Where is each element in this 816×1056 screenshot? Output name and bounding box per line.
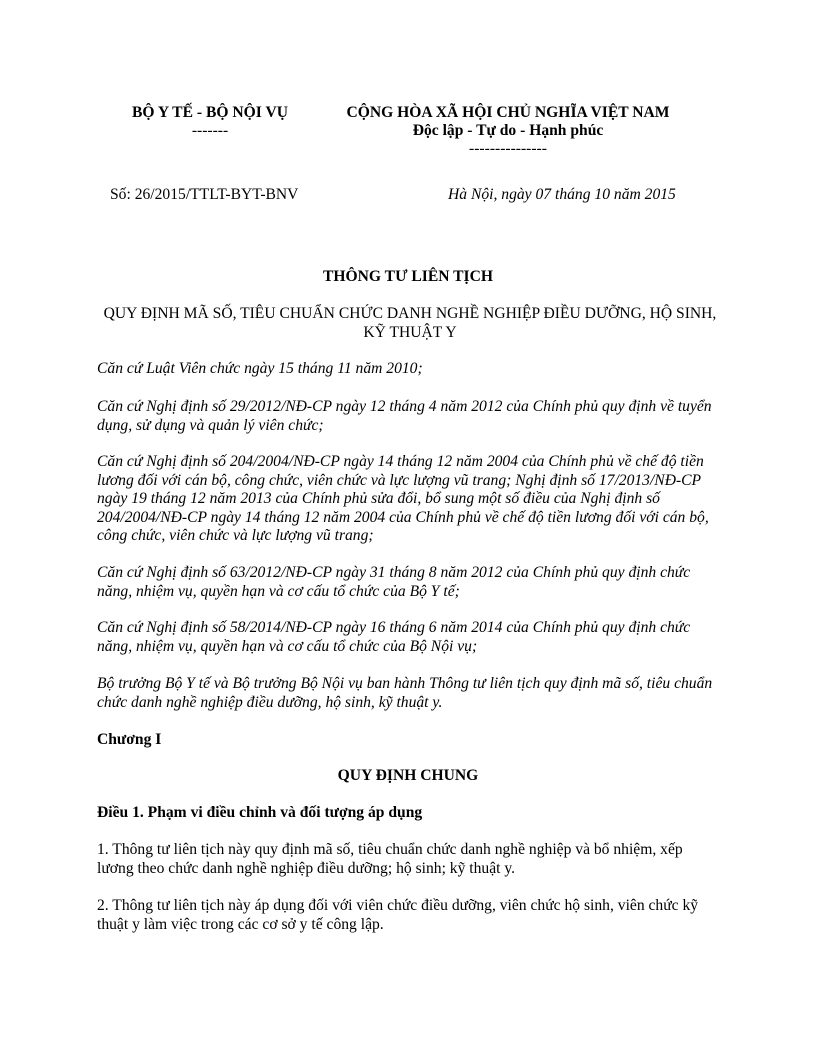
document-type-title: THÔNG TƯ LIÊN TỊCH	[323, 268, 493, 285]
legal-basis-paragraph: Căn cứ Luật Viên chức ngày 15 tháng 11 năm 2010;	[97, 360, 423, 377]
document-subject: QUY ĐỊNH MÃ SỐ, TIÊU CHUẨN CHỨC DANH NGHỀ NGHIỆP ĐIỀU DƯỠNG, HỘ SINH, KỸ THUẬT Y	[103, 305, 717, 341]
chapter-label: Chương I	[97, 731, 162, 748]
article-clause: 2. Thông tư liên tịch này áp dụng đối với viên chức điều dưỡng, viên chức hộ sinh, viên chức kỹ thuật y làm việc trong các cơ sở y tế công lập.	[97, 897, 699, 933]
issuing-organization: BỘ Y TẾ - BỘ NỘI VỤ	[132, 104, 288, 121]
national-motto: Độc lập - Tự do - Hạnh phúc	[412, 122, 604, 139]
legal-basis-paragraph: Căn cứ Nghị định số 58/2014/NĐ-CP ngày 16 tháng 6 năm 2014 của Chính phủ quy định chức năng, nhiệm vụ, quyền hạn và cơ cấu tổ chức của Bộ Nội vụ;	[97, 619, 691, 655]
motto-separator: ---------------	[469, 140, 547, 157]
legal-basis-paragraph: Căn cứ Nghị định số 29/2012/NĐ-CP ngày 12 tháng 4 năm 2012 của Chính phủ quy định về tuyển dụng, sử dụng và quản lý viên chức;	[97, 398, 712, 434]
legal-basis-paragraph: Căn cứ Nghị định số 63/2012/NĐ-CP ngày 31 tháng 8 năm 2012 của Chính phủ quy định chức năng, nhiệm vụ, quyền hạn và cơ cấu tổ chức của Bộ Y tế;	[97, 564, 691, 600]
issuance-statement: Bộ trưởng Bộ Y tế và Bộ trưởng Bộ Nội vụ ban hành Thông tư liên tịch quy định mã số, tiêu chuẩn chức danh nghề nghiệp điều dưỡng, hộ sinh, kỹ thuật y.	[97, 675, 713, 711]
organization-separator: -------	[191, 122, 229, 139]
chapter-title: QUY ĐỊNH CHUNG	[337, 767, 479, 784]
place-and-date: Hà Nội, ngày 07 tháng 10 năm 2015	[448, 186, 676, 203]
national-title: CỘNG HÒA XÃ HỘI CHỦ NGHĨA VIỆT NAM	[346, 104, 670, 121]
article-heading: Điều 1. Phạm vi điều chỉnh và đối tượng áp dụng	[97, 804, 423, 821]
article-clause: 1. Thông tư liên tịch này quy định mã số, tiêu chuẩn chức danh nghề nghiệp và bổ nhiệm, xếp lương theo chức danh nghề nghiệp điều dưỡng; hộ sinh; kỹ thuật y.	[97, 841, 683, 877]
legal-basis-paragraph: Căn cứ Nghị định số 204/2004/NĐ-CP ngày 14 tháng 12 năm 2004 của Chính phủ về chế độ tiền lương đối với cán bộ, công chức, viên chức và lực lượng vũ trang; Nghị định số 17/2013/NĐ-CP ngày 19 tháng 12 năm 2013 của Chính phủ sửa đổi, bổ sung một số điều của Nghị định số 204/2004/NĐ-CP ngày 14 tháng 12 năm 2004 của Chính phủ về chế độ tiền lương đối với cán bộ, công chức, viên chức và lực lượng vũ trang;	[97, 453, 709, 545]
document-number: Số: 26/2015/TTLT-BYT-BNV	[110, 186, 299, 203]
